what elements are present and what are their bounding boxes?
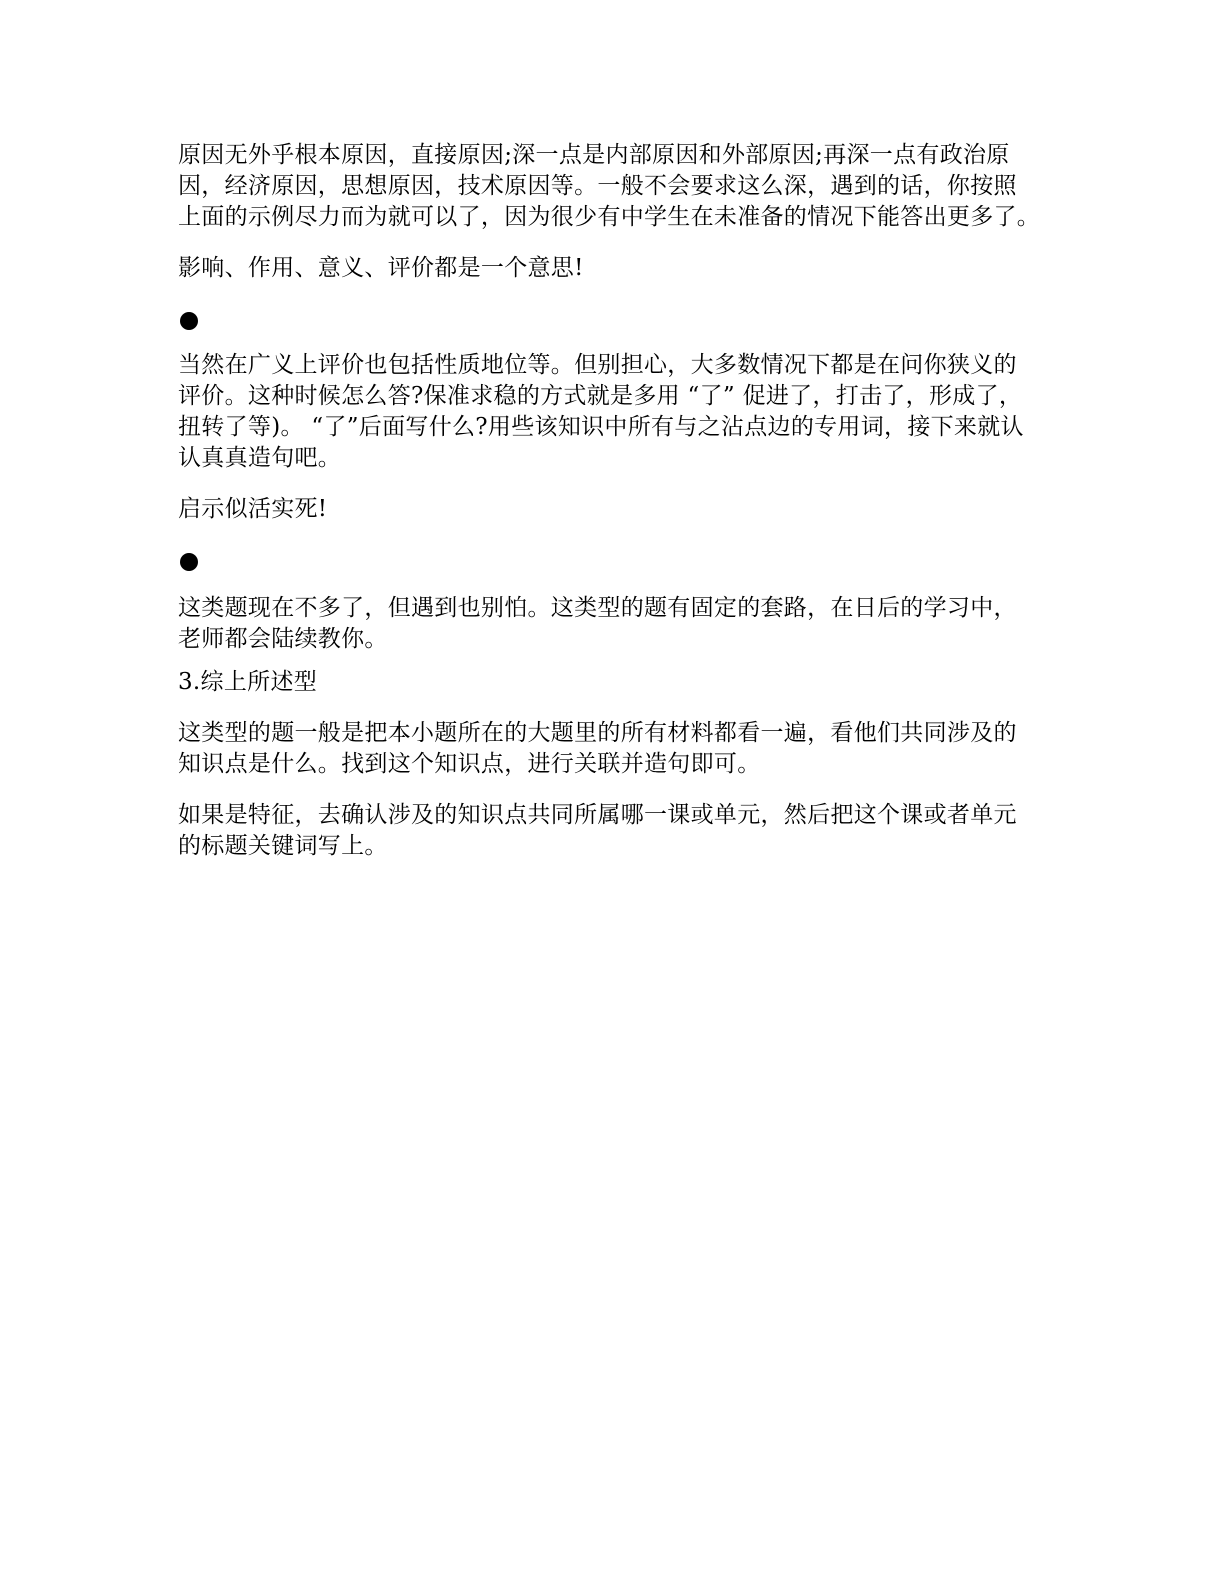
paragraph-summary-method: 这类型的题一般是把本小题所在的大题里的所有材料都看一遍，看他们共同涉及的 知识点是什么。找到这个知识点，进行关联并造句即可。 bbox=[178, 720, 1017, 777]
bullet-icon bbox=[180, 312, 198, 330]
paragraph-influence-heading: 影响、作用、意义、评价都是一个意思! bbox=[178, 255, 584, 281]
paragraph-evaluation: 当然在广义上评价也包括性质地位等。但别担心，大多数情况下都是在问你狭义的 评价。这种时候怎么答?保准求稳的方式就是多用 “了” 促进了，打击了，形成了， 扭转了等)。 “了”后面写什么?用些该知识中所有与之沾点边的专用词，接下来就认 认真真造句吧。 bbox=[178, 352, 1024, 471]
document-page bbox=[178, 140, 1048, 862]
paragraph-causes: 原因无外乎根本原因，直接原因;深一点是内部原因和外部原因;再深一点有政治原 因，经济原因，思想原因，技术原因等。一般不会要求这么深，遇到的话，你按照 上面的示例尽力而为就可以了，因为很少有中学生在未准备的情况下能答出更多了。 bbox=[178, 142, 1041, 230]
bullet-icon bbox=[180, 553, 198, 571]
paragraph-inspiration-heading: 启示似活实死! bbox=[178, 496, 328, 522]
paragraph-features: 如果是特征，去确认涉及的知识点共同所属哪一课或单元，然后把这个课或者单元 的标题关键词写上。 bbox=[178, 802, 1017, 859]
paragraph-question-types: 这类题现在不多了，但遇到也别怕。这类型的题有固定的套路，在日后的学习中， 老师都会陆续教你。 bbox=[178, 595, 1017, 652]
section-heading-summary-type: 3.综上所述型 bbox=[178, 669, 318, 695]
